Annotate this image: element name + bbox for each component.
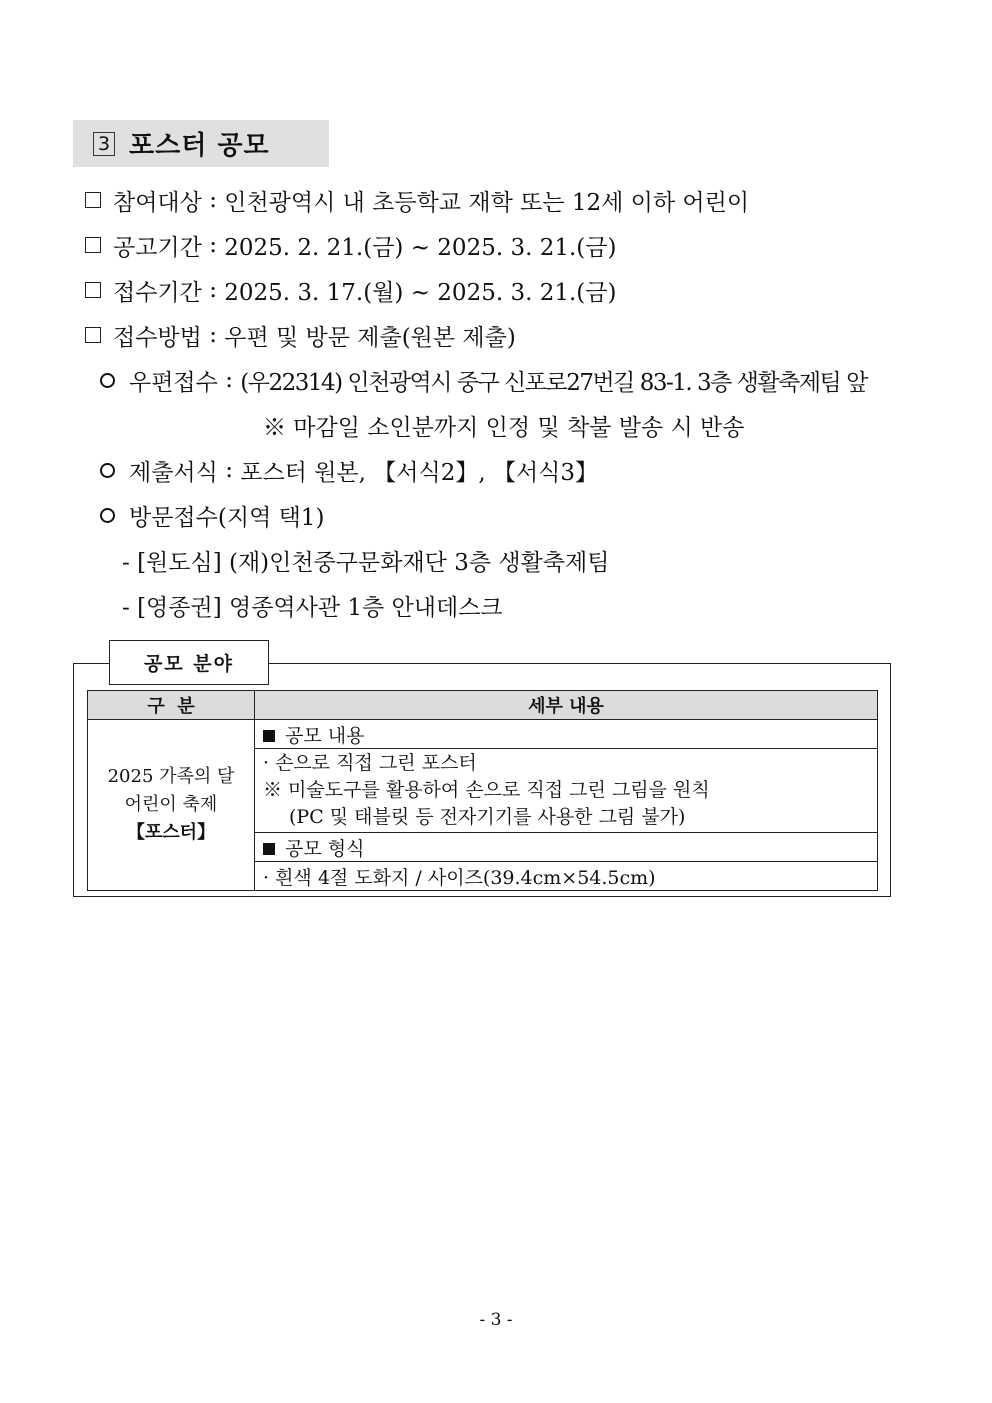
page-number: - 3 -	[479, 1310, 513, 1330]
item-receipt-method: 접수방법 : 우편 및 방문 제출(원본 제출)	[85, 318, 516, 352]
contest-field-label: 공모 분야	[109, 640, 269, 685]
content-detail-row: · 손으로 직접 그린 포스터 ※ 미술도구를 활용하여 손으로 직접 그린 그림을 원칙 (PC 및 태블릿 등 전자기기를 사용한 그림 불가)	[255, 749, 878, 833]
checkbox-square-icon	[85, 192, 101, 208]
content-head-row: 공모 내용	[255, 720, 878, 749]
checkbox-square-icon	[85, 282, 101, 298]
item-receipt-period: 접수기간 : 2025. 3. 17.(월) ~ 2025. 3. 21.(금)	[85, 273, 616, 307]
checkbox-square-icon	[85, 327, 101, 343]
category-cell: 2025 가족의 달 어린이 축제 【포스터】	[88, 720, 255, 891]
checkbox-square-icon	[85, 237, 101, 253]
black-square-icon	[263, 730, 275, 742]
circle-bullet-icon	[100, 373, 115, 388]
header-category: 구 분	[88, 691, 255, 720]
sub-dash-1: - [원도심] (재)인천중구문화재단 3층 생활축제팀	[122, 549, 610, 576]
sub-note: ※ 마감일 소인분까지 인정 및 착불 발송 시 반송	[263, 414, 745, 441]
format-detail-row: · 흰색 4절 도화지 / 사이즈(39.4cm×54.5cm)	[255, 862, 878, 891]
section-number: 3	[93, 132, 115, 156]
section-header	[73, 120, 329, 167]
circle-bullet-icon	[100, 463, 115, 478]
header-details: 세부 내용	[255, 691, 878, 720]
format-head-row: 공모 형식	[255, 833, 878, 862]
section-title: 포스터 공모	[129, 131, 270, 161]
item-notice-period: 공고기간 : 2025. 2. 21.(금) ~ 2025. 3. 21.(금)	[85, 228, 616, 262]
black-square-icon	[263, 843, 275, 855]
item-target: 참여대상 : 인천광역시 내 초등학교 재학 또는 12세 이하 어린이	[85, 183, 749, 217]
sub-mail: 우편접수 : (우22314) 인천광역시 중구 신포로27번길 83-1. 3층 생활축제팀 앞	[100, 363, 867, 397]
sub-dash-2: - [영종권] 영종역사관 1층 안내데스크	[122, 594, 503, 621]
sub-visit: 방문접수(지역 택1)	[100, 498, 324, 532]
sub-form: 제출서식 : 포스터 원본, 【서식2】, 【서식3】	[100, 453, 598, 487]
contest-field-table	[87, 690, 878, 891]
circle-bullet-icon	[100, 508, 115, 523]
